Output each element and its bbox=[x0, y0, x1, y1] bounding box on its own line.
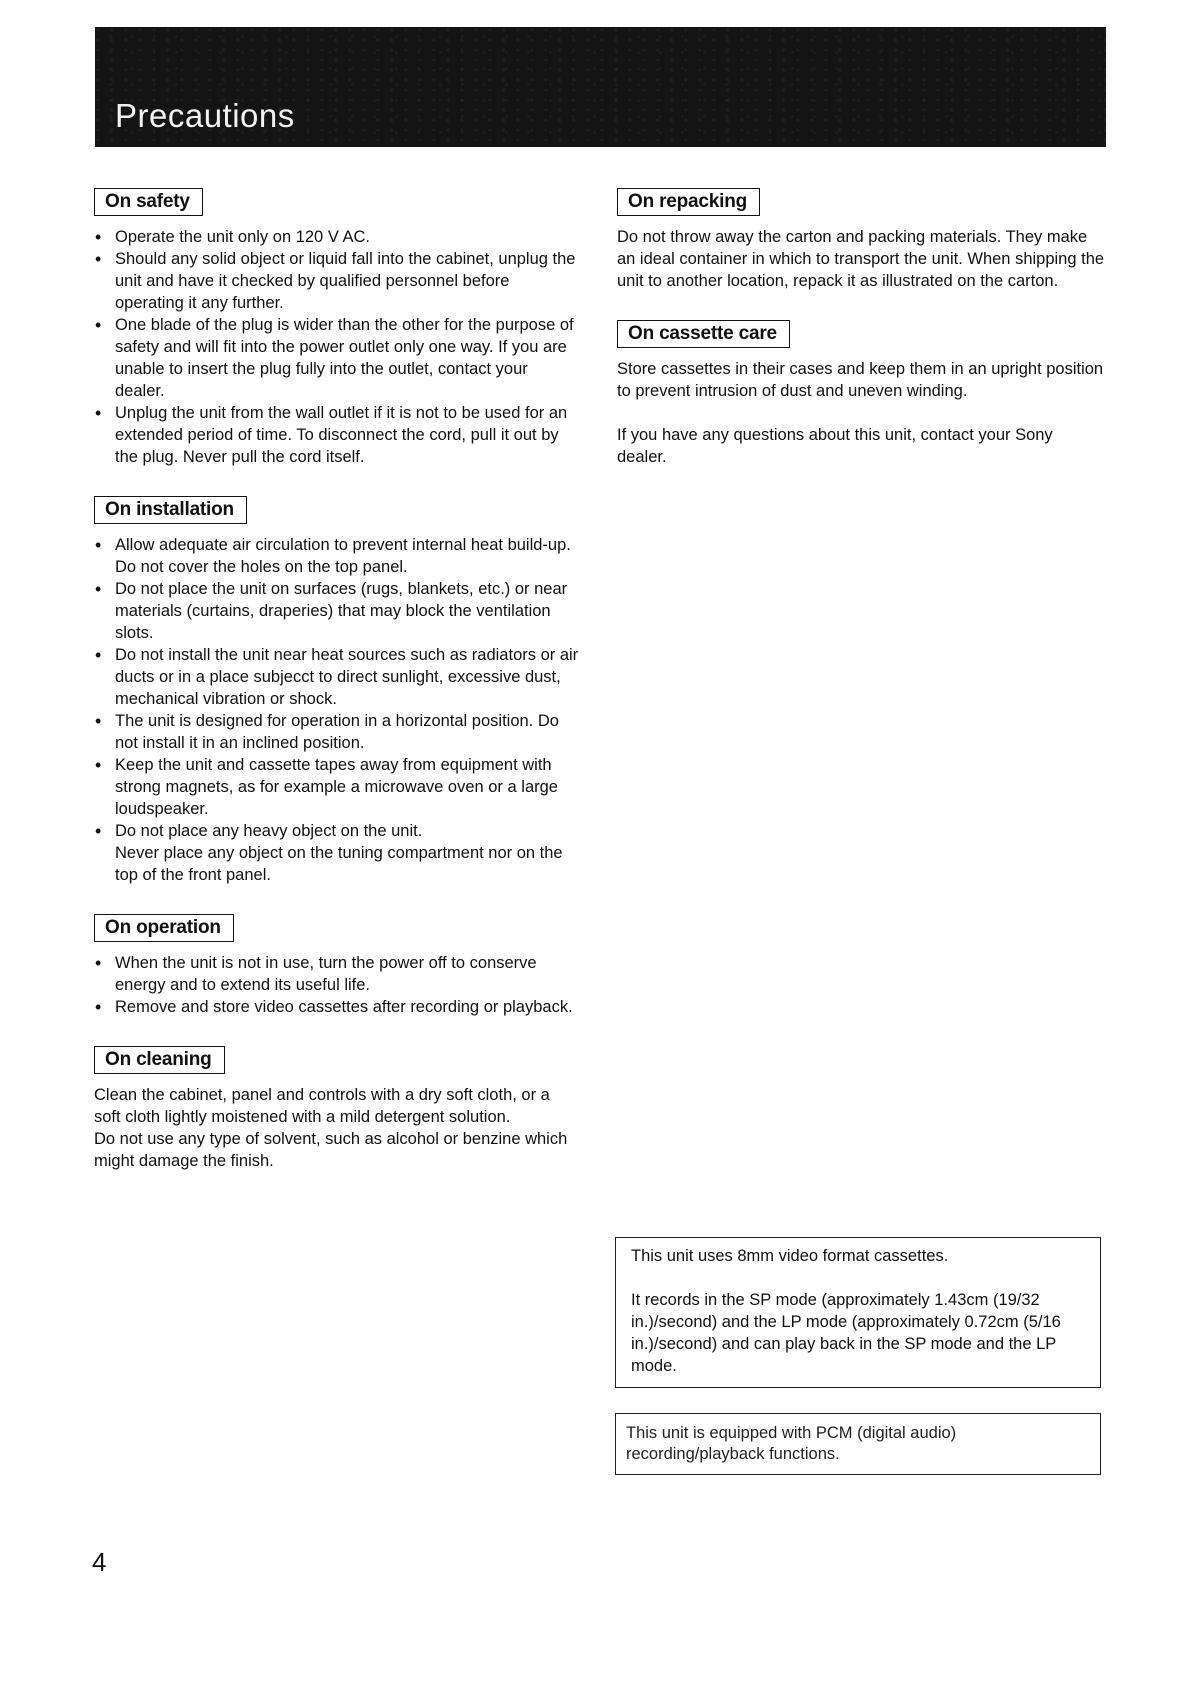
right-column bbox=[617, 188, 1105, 496]
section-cleaning bbox=[94, 1046, 580, 1172]
operation-heading: On operation bbox=[94, 914, 234, 942]
list-item: • Remove and store video cassettes after recording or playback. bbox=[94, 996, 580, 1018]
list-item: • Operate the unit only on 120 V AC. bbox=[94, 226, 580, 248]
safety-list bbox=[94, 226, 580, 468]
section-installation bbox=[94, 496, 580, 886]
list-item: • Keep the unit and cassette tapes away from equipment with strong magnets, as for example a microwave oven or a large loudspeaker. bbox=[94, 754, 580, 820]
installation-list bbox=[94, 534, 580, 886]
list-item-text: Do not place any heavy object on the unit. bbox=[115, 822, 423, 840]
section-repacking bbox=[617, 188, 1105, 292]
format-info-box bbox=[615, 1237, 1101, 1388]
format-info-line1: This unit uses 8mm video format cassettes. bbox=[631, 1247, 949, 1265]
list-item: • The unit is designed for operation in a horizontal position. Do not install it in an inclined position. bbox=[94, 710, 580, 754]
list-item: • Unplug the unit from the wall outlet if it is not to be used for an extended period of time. To disconnect the cord, pull it out by the plug. Never pull the cord itself. bbox=[94, 402, 580, 468]
list-item bbox=[94, 820, 580, 886]
format-info-line2: It records in the SP mode (approximately 1.43cm (19/32 in.)/second) and the LP mode (approximately 0.72cm (5/16 in.)/second) and can play back in the SP mode and the LP mode. bbox=[631, 1291, 1061, 1375]
pcm-info-box bbox=[615, 1413, 1101, 1475]
cleaning-heading: On cleaning bbox=[94, 1046, 225, 1074]
section-operation bbox=[94, 914, 580, 1018]
page-title: Precautions bbox=[115, 97, 295, 134]
installation-heading: On installation bbox=[94, 496, 247, 524]
repacking-text: Do not throw away the carton and packing materials. They make an ideal container in which to transport the unit. When shipping the unit to another location, repack it as illustrated on the carton. bbox=[617, 228, 1105, 290]
list-item: • One blade of the plug is wider than the other for the purpose of safety and will fit into the power outlet only one way. If you are unable to insert the plug fully into the outlet, contact your dealer. bbox=[94, 314, 580, 402]
operation-list bbox=[94, 952, 580, 1018]
left-column bbox=[94, 188, 580, 1200]
section-cassette-care bbox=[617, 320, 1105, 468]
cassette-care-heading: On cassette care bbox=[617, 320, 790, 348]
cassette-care-text: Store cassettes in their cases and keep them in an upright position to prevent intrusion of dust and uneven winding. bbox=[617, 360, 1104, 400]
pcm-info-text: This unit is equipped with PCM (digital audio) recording/playback functions. bbox=[626, 1424, 957, 1463]
list-item: • When the unit is not in use, turn the power off to conserve energy and to extend its useful life. bbox=[94, 952, 580, 996]
cleaning-text-1: Clean the cabinet, panel and controls with a dry soft cloth, or a soft cloth lightly moistened with a mild detergent solution. bbox=[94, 1086, 550, 1126]
list-item: • Should any solid object or liquid fall into the cabinet, unplug the unit and have it checked by qualified personnel before operating it any further. bbox=[94, 248, 580, 314]
list-item: • Allow adequate air circulation to prevent internal heat build-up. Do not cover the holes on the top panel. bbox=[94, 534, 580, 578]
cleaning-text-2: Do not use any type of solvent, such as alcohol or benzine which might damage the finish. bbox=[94, 1130, 568, 1170]
section-safety bbox=[94, 188, 580, 468]
contact-dealer-text: If you have any questions about this unit, contact your Sony dealer. bbox=[617, 426, 1053, 466]
safety-heading: On safety bbox=[94, 188, 203, 216]
page-number: 4 bbox=[92, 1547, 107, 1577]
header-banner bbox=[95, 27, 1106, 147]
repacking-heading: On repacking bbox=[617, 188, 760, 216]
list-item: • Do not place the unit on surfaces (rugs, blankets, etc.) or near materials (curtains, draperies) that may block the ventilation slots. bbox=[94, 578, 580, 644]
list-item-note: Never place any object on the tuning compartment nor on the top of the front panel. bbox=[115, 844, 563, 884]
list-item: • Do not install the unit near heat sources such as radiators or air ducts or in a place subjecct to direct sunlight, excessive dust, mechanical vibration or shock. bbox=[94, 644, 580, 710]
